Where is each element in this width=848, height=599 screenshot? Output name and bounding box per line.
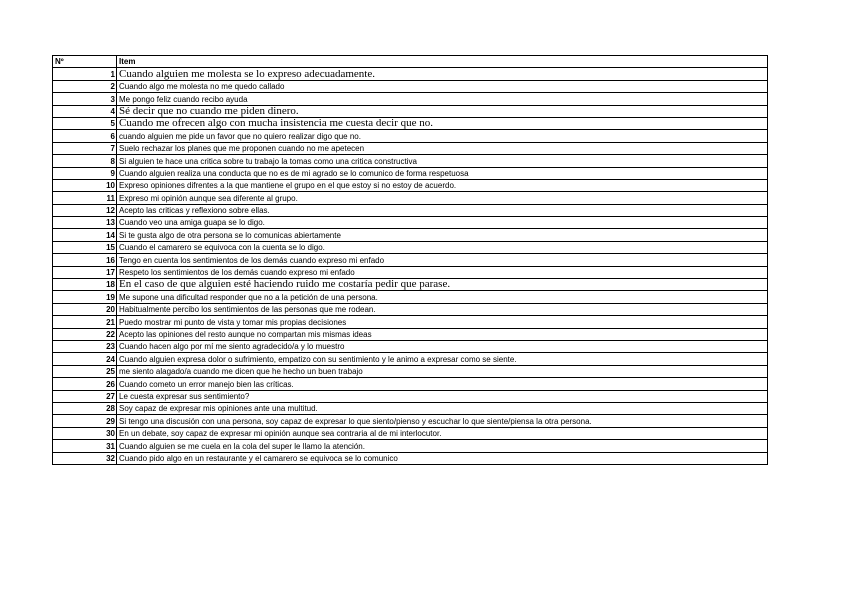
spreadsheet — [52, 55, 767, 465]
items-table — [52, 55, 768, 465]
row-number-cell[interactable]: 2 — [53, 80, 117, 92]
row-number-cell[interactable]: 13 — [53, 217, 117, 229]
row-number-cell[interactable]: 7 — [53, 142, 117, 154]
row-number-cell[interactable]: 30 — [53, 427, 117, 439]
item-text-cell[interactable]: Si tengo una discusión con una persona, soy capaz de expresar lo que siento/pienso y escuchar lo que siente/piensa la otra persona. — [117, 415, 768, 427]
row-number-cell[interactable]: 4 — [53, 105, 117, 117]
item-text-cell[interactable]: Cuando hacen algo por mí me siento agradecido/a y lo muestro — [117, 340, 768, 352]
row-number-cell[interactable]: 24 — [53, 353, 117, 365]
item-text-cell[interactable]: Expreso opiniones difrentes a la que mantiene el grupo en el que estoy si no estoy de acuerdo. — [117, 179, 768, 191]
row-number-cell[interactable]: 19 — [53, 291, 117, 303]
row-number-cell[interactable]: 28 — [53, 402, 117, 414]
item-text-cell[interactable]: Cuando alguien realiza una conducta que no es de mi agrado se lo comunico de forma respetuosa — [117, 167, 768, 179]
row-number-cell[interactable]: 3 — [53, 93, 117, 105]
table-row — [53, 415, 768, 427]
table-row — [53, 80, 768, 92]
table-row — [53, 390, 768, 402]
row-number-cell[interactable]: 21 — [53, 316, 117, 328]
row-number-cell[interactable]: 14 — [53, 229, 117, 241]
item-text-cell[interactable]: En el caso de que alguien esté haciendo ruido me costaría pedir que parase. — [117, 279, 768, 291]
number-header[interactable]: Nº — [53, 56, 117, 68]
item-text-cell[interactable]: Puedo mostrar mi punto de vista y tomar mis propias decisiones — [117, 316, 768, 328]
item-text-cell[interactable]: Expreso mi opinión aunque sea diferente al grupo. — [117, 192, 768, 204]
item-text-cell[interactable]: Si alguien te hace una critica sobre tu trabajo la tomas como una critica constructiva — [117, 155, 768, 167]
table-row — [53, 155, 768, 167]
row-number-cell[interactable]: 32 — [53, 452, 117, 464]
item-text-cell[interactable]: Cuando algo me molesta no me quedo callado — [117, 80, 768, 92]
row-number-cell[interactable]: 22 — [53, 328, 117, 340]
table-row — [53, 142, 768, 154]
table-row — [53, 105, 768, 117]
table-row — [53, 440, 768, 452]
item-text-cell[interactable]: cuando alguien me pide un favor que no quiero realizar digo que no. — [117, 130, 768, 142]
row-number-cell[interactable]: 20 — [53, 303, 117, 315]
row-number-cell[interactable]: 27 — [53, 390, 117, 402]
table-row — [53, 68, 768, 80]
table-row — [53, 303, 768, 315]
item-text-cell[interactable]: Tengo en cuenta los sentimientos de los demás cuando expreso mi enfado — [117, 254, 768, 266]
item-text-cell[interactable]: En un debate, soy capaz de expresar mi opinión aunque sea contraria al de mi interlocutor. — [117, 427, 768, 439]
item-text-cell[interactable]: Cuando pido algo en un restaurante y el camarero se equivoca se lo comunico — [117, 452, 768, 464]
table-row — [53, 291, 768, 303]
item-text-cell[interactable]: me siento alagado/a cuando me dicen que he hecho un buen trabajo — [117, 365, 768, 377]
table-row — [53, 316, 768, 328]
header-row — [53, 56, 768, 68]
table-row — [53, 93, 768, 105]
item-text-cell[interactable]: Cuando veo una amiga guapa se lo digo. — [117, 217, 768, 229]
row-number-cell[interactable]: 1 — [53, 68, 117, 80]
item-text-cell[interactable]: Me pongo feliz cuando recibo ayuda — [117, 93, 768, 105]
table-row — [53, 217, 768, 229]
table-row — [53, 452, 768, 464]
table-row — [53, 192, 768, 204]
row-number-cell[interactable]: 9 — [53, 167, 117, 179]
item-text-cell[interactable]: Cuando el camarero se equivoca con la cuenta se lo digo. — [117, 241, 768, 253]
row-number-cell[interactable]: 5 — [53, 117, 117, 129]
table-row — [53, 117, 768, 129]
row-number-cell[interactable]: 31 — [53, 440, 117, 452]
table-row — [53, 266, 768, 278]
table-row — [53, 328, 768, 340]
item-text-cell[interactable]: Acepto las criticas y reflexiono sobre ellas. — [117, 204, 768, 216]
row-number-cell[interactable]: 18 — [53, 279, 117, 291]
table-row — [53, 204, 768, 216]
item-text-cell[interactable]: Soy capaz de expresar mis opiniones ante una multitud. — [117, 402, 768, 414]
row-number-cell[interactable]: 11 — [53, 192, 117, 204]
row-number-cell[interactable]: 29 — [53, 415, 117, 427]
item-text-cell[interactable]: Si te gusta algo de otra persona se lo comunicas abiertamente — [117, 229, 768, 241]
table-row — [53, 427, 768, 439]
row-number-cell[interactable]: 15 — [53, 241, 117, 253]
item-text-cell[interactable]: Cuando me ofrecen algo con mucha insistencia me cuesta decir que no. — [117, 117, 768, 129]
item-text-cell[interactable]: Cuando alguien se me cuela en la cola del super le llamo la atención. — [117, 440, 768, 452]
table-row — [53, 378, 768, 390]
row-number-cell[interactable]: 6 — [53, 130, 117, 142]
item-text-cell[interactable]: Sé decir que no cuando me piden dinero. — [117, 105, 768, 117]
item-text-cell[interactable]: Le cuesta expresar sus sentimiento? — [117, 390, 768, 402]
table-row — [53, 130, 768, 142]
table-row — [53, 241, 768, 253]
item-text-cell[interactable]: Habitualmente percibo los sentimientos de las personas que me rodean. — [117, 303, 768, 315]
table-row — [53, 254, 768, 266]
item-text-cell[interactable]: Cuando alguien me molesta se lo expreso adecuadamente. — [117, 68, 768, 80]
item-text-cell[interactable]: Cuando alguien expresa dolor o sufrimiento, empatizo con su sentimiento y le animo a expresar como se siente. — [117, 353, 768, 365]
table-row — [53, 179, 768, 191]
table-body — [53, 68, 768, 465]
table-row — [53, 353, 768, 365]
item-text-cell[interactable]: Acepto las opiniones del resto aunque no compartan mis mismas ideas — [117, 328, 768, 340]
table-row — [53, 229, 768, 241]
row-number-cell[interactable]: 17 — [53, 266, 117, 278]
row-number-cell[interactable]: 26 — [53, 378, 117, 390]
table-row — [53, 279, 768, 291]
row-number-cell[interactable]: 12 — [53, 204, 117, 216]
item-text-cell[interactable]: Respeto los sentimientos de los demás cuando expreso mi enfado — [117, 266, 768, 278]
item-text-cell[interactable]: Me supone una dificultad responder que no a la petición de una persona. — [117, 291, 768, 303]
row-number-cell[interactable]: 16 — [53, 254, 117, 266]
row-number-cell[interactable]: 10 — [53, 179, 117, 191]
table-row — [53, 365, 768, 377]
table-row — [53, 402, 768, 414]
item-text-cell[interactable]: Suelo rechazar los planes que me proponen cuando no me apetecen — [117, 142, 768, 154]
row-number-cell[interactable]: 8 — [53, 155, 117, 167]
row-number-cell[interactable]: 25 — [53, 365, 117, 377]
item-text-cell[interactable]: Cuando cometo un error manejo bien las críticas. — [117, 378, 768, 390]
item-header[interactable]: Item — [117, 56, 768, 68]
row-number-cell[interactable]: 23 — [53, 340, 117, 352]
table-row — [53, 167, 768, 179]
table-row — [53, 340, 768, 352]
